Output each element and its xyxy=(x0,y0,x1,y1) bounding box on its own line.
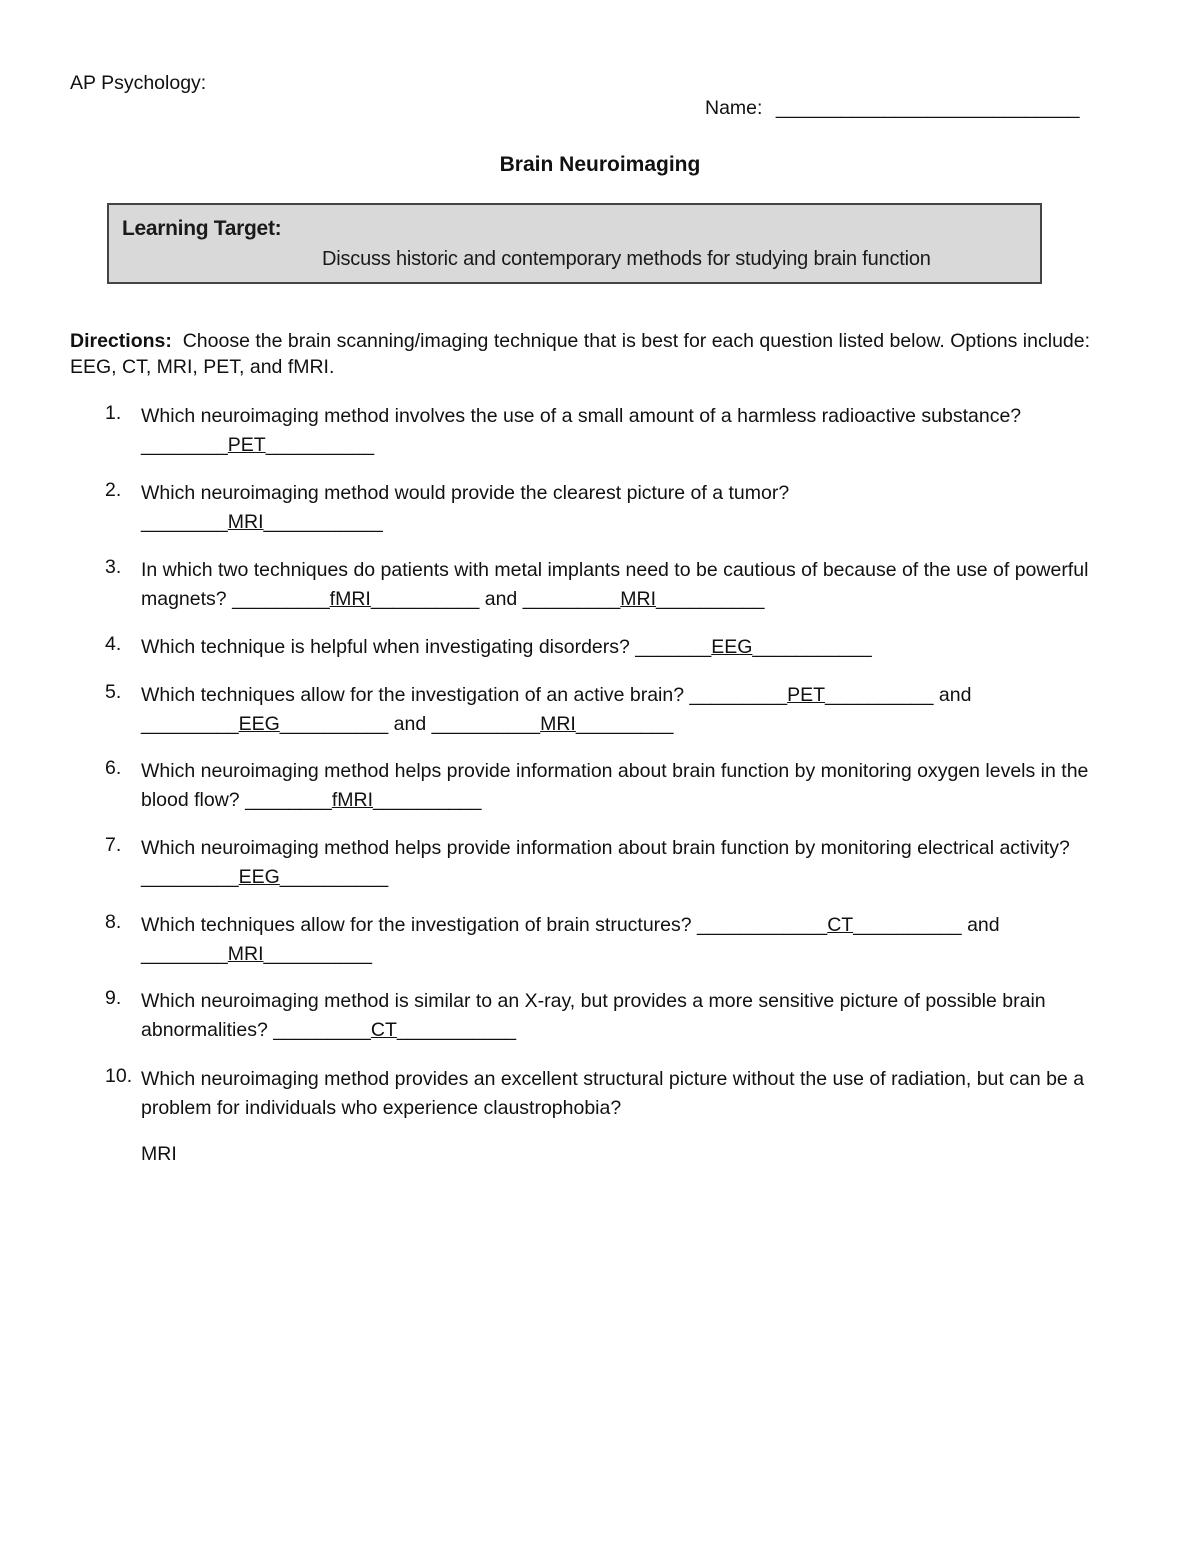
answer: fMRI xyxy=(329,588,371,610)
answer-blank-3[interactable]: __________MRI_________ xyxy=(431,713,674,735)
answer-blank-1[interactable]: _________PET__________ xyxy=(689,684,934,706)
answer: MRI xyxy=(540,713,576,735)
question-number: 5. xyxy=(105,681,122,703)
name-field[interactable] xyxy=(705,97,1080,120)
answer: MRI xyxy=(227,511,264,533)
learning-target-box xyxy=(107,203,1042,284)
question-number: 6. xyxy=(105,757,122,779)
name-label: Name: xyxy=(705,97,763,119)
answer-blank-2[interactable]: _________EEG__________ xyxy=(141,713,389,735)
directions-text: Choose the brain scanning/imaging technique that is best for each question listed below. Options include: EEG, CT, MRI, PET, and fMRI. xyxy=(70,330,1091,378)
answer-blank[interactable]: _________EEG__________ xyxy=(141,866,389,888)
answer: PET xyxy=(787,684,826,706)
question-text: Which techniques allow for the investigation of an active brain? xyxy=(141,684,685,706)
question-number: 1. xyxy=(105,402,122,424)
answer-blank-2[interactable]: ________MRI__________ xyxy=(141,943,372,965)
question-text: Which technique is helpful when investigating disorders? xyxy=(141,636,630,658)
answer: MRI xyxy=(620,588,657,610)
answer: EEG xyxy=(238,713,280,735)
answer-blank[interactable]: ________MRI___________ xyxy=(141,511,383,533)
directions-label: Directions: xyxy=(70,330,172,352)
name-blank[interactable]: ____________________________ xyxy=(775,97,1080,119)
question-text: Which techniques allow for the investigation of brain structures? xyxy=(141,914,692,936)
question-text: Which neuroimaging method helps provide information about brain function by monitoring electrical activity? xyxy=(141,837,1070,859)
answer-blank[interactable]: _______EEG___________ xyxy=(635,636,872,658)
question-number: 8. xyxy=(105,911,122,933)
joiner: and xyxy=(938,684,972,706)
question-text: Which neuroimaging method provides an excellent structural picture without the use of radiation, but can be a problem for individuals who experience claustrophobia? xyxy=(141,1068,1085,1119)
answer: CT xyxy=(370,1019,397,1041)
answer-blank[interactable]: ________PET__________ xyxy=(141,434,375,456)
answer: MRI xyxy=(227,943,264,965)
question-text: Which neuroimaging method involves the use of a small amount of a harmless radioactive substance? xyxy=(141,405,1022,427)
answer-blank-2[interactable]: _________MRI__________ xyxy=(522,588,765,610)
question-text: In which two techniques do patients with metal implants need to be cautious of because of the use of powerful magnets? xyxy=(141,559,1089,610)
answer-blank-1[interactable]: _________fMRI__________ xyxy=(232,588,480,610)
question-number: 4. xyxy=(105,633,122,655)
answer: EEG xyxy=(238,866,280,888)
answer: PET xyxy=(227,434,266,456)
question-number: 9. xyxy=(105,987,122,1009)
question-number: 7. xyxy=(105,834,122,856)
answer-blank-1[interactable]: ____________CT__________ xyxy=(697,914,962,936)
joiner: and xyxy=(484,588,518,610)
answer: CT xyxy=(827,914,854,936)
question-number: 2. xyxy=(105,479,122,501)
answer: EEG xyxy=(711,636,753,658)
directions xyxy=(70,328,1140,380)
answer: MRI xyxy=(141,1143,177,1165)
question-number: 3. xyxy=(105,556,122,578)
answer-blank[interactable]: ________fMRI__________ xyxy=(245,789,482,811)
answer: fMRI xyxy=(331,789,374,811)
answer-blank[interactable]: _________CT___________ xyxy=(273,1019,517,1041)
course-label: AP Psychology: xyxy=(70,72,207,94)
question-text: Which neuroimaging method would provide the clearest picture of a tumor? xyxy=(141,482,790,504)
question-text: Which neuroimaging method is similar to an X-ray, but provides a more sensitive picture of possible brain abnormalities? xyxy=(141,990,1046,1041)
page-title: Brain Neuroimaging xyxy=(499,153,701,176)
question-number: 10. xyxy=(105,1065,133,1087)
learning-target-text: Discuss historic and contemporary methods for studying brain function xyxy=(322,248,931,270)
question-text: Which neuroimaging method helps provide information about brain function by monitoring oxygen levels in the blood flow? xyxy=(141,760,1089,811)
joiner: and xyxy=(967,914,1000,936)
joiner: and xyxy=(393,713,427,735)
learning-target-label: Learning Target: xyxy=(122,217,282,240)
